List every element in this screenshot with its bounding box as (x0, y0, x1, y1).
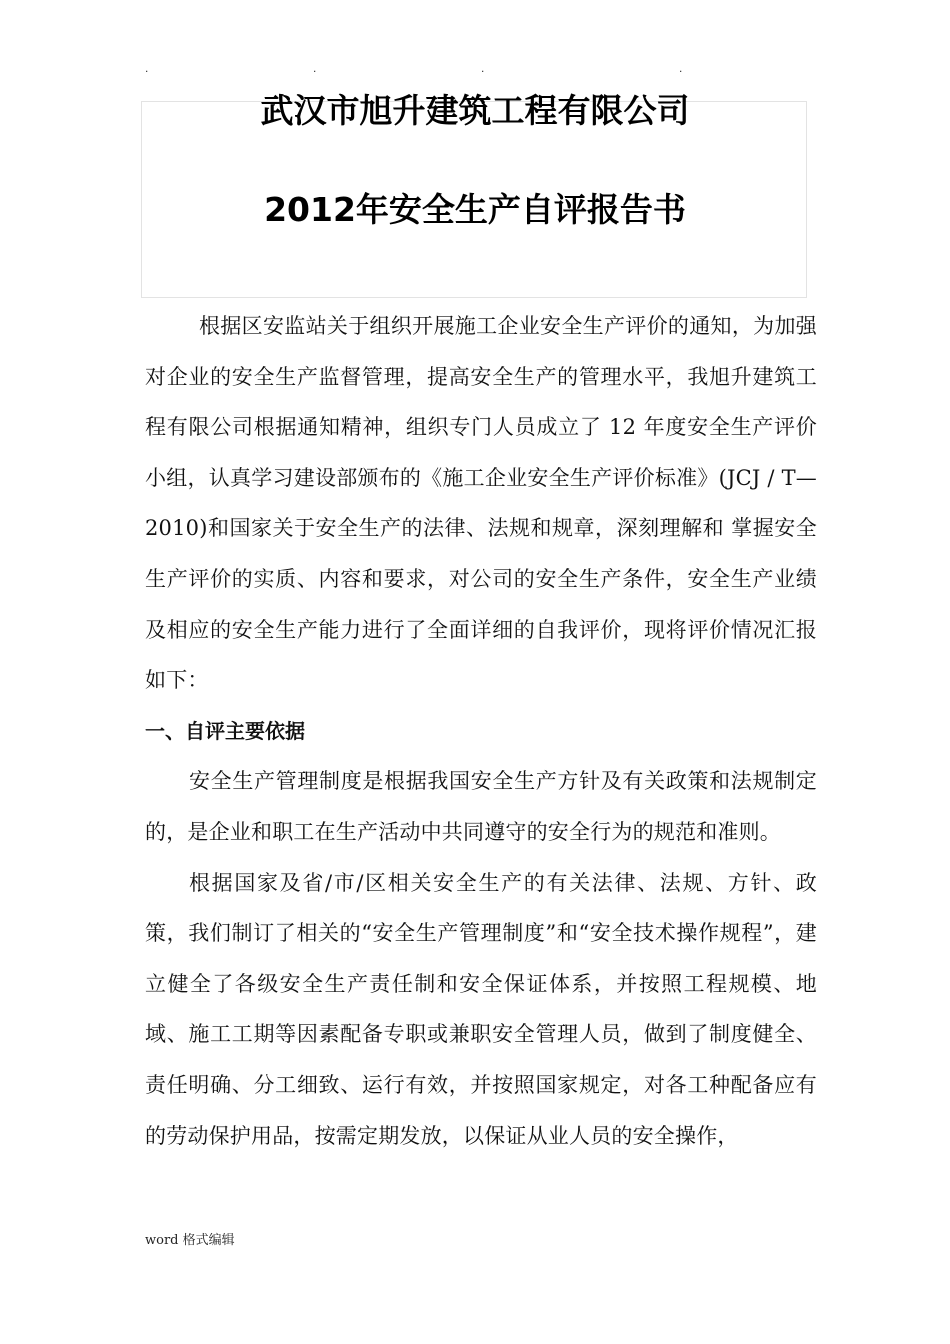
page-header-marks (0, 58, 950, 78)
intro-paragraph: 根据区安监站关于组织开展施工企业安全生产评价的通知，为加强对企业的安全生产监督管理，提高安全生产的管理水平，我旭升建筑工程有限公司根据通知精神，组织专门人员成立了 12 年度安全生产评价小组，认真学习建设部颁布的《施工企业安全生产评价标准》(JCJ / T—2010)和国家关于安全生产的法律、法规和规章，深刻理解和 掌握安全生产评价的实质、内容和要求，对公司的安全生产条件，安全生产业绩及相应的安全生产能力进行了全面详细的自我评价，现将评价情况汇报如下： (145, 314, 817, 693)
section-paragraph: 根据国家及省/市/区相关安全生产的有关法律、法规、方针、政策，我们制订了相关的“安全生产管理制度”和“安全技术操作规程”，建立健全了各级安全生产责任制和安全保证体系，并按照工程规模、地域、施工工期等因素配备专职或兼职安全管理人员，做到了制度健全、责任明确、分工细致、运行有效，并按照国家规定，对各工种配备应有的劳动保护用品，按需定期发放，以保证从业人员的安全操作， (145, 870, 817, 1148)
header-dot: . (313, 61, 317, 75)
header-dot: . (679, 61, 683, 75)
footer-label: word 格式编辑 (145, 1233, 235, 1248)
document-body (145, 301, 817, 1161)
section-heading: 一、自评主要依据 (145, 718, 305, 743)
report-title: 2012年安全生产自评报告书 (264, 190, 686, 229)
section-paragraph: 安全生产管理制度是根据我国安全生产方针及有关政策和法规制定的，是企业和职工在生产活动中共同遵守的安全行为的规范和准则。 (145, 769, 817, 844)
company-title: 武汉市旭升建筑工程有限公司 (260, 91, 690, 130)
header-dot: . (145, 61, 149, 75)
header-dot: . (481, 61, 485, 75)
